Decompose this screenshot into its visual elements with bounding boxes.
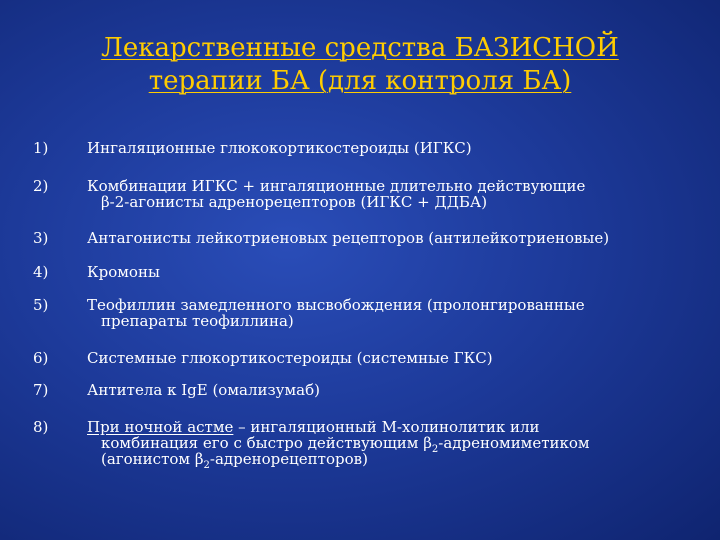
slide-title-line-1: Лекарственные средства БАЗИСНОЙ [101,33,619,63]
subscript: 2 [431,444,439,455]
item-number: 4) [33,263,49,281]
item-number: 1) [33,139,49,157]
item-text [87,418,687,471]
item-text [87,230,687,246]
item-line [87,419,687,435]
item-text [87,297,687,329]
item-text [87,264,687,280]
item-line: Системные глюкортикостероиды (системные ГКС) [87,349,493,367]
item-line: Ингаляционные глюкокортикостероиды (ИГКС) [87,139,472,157]
item-number: 5) [33,296,49,314]
item-line-part: комбинация его с быстро действующим β [101,434,432,452]
item-line-rest: – ингаляционный М-холинолитик или [233,418,540,436]
item-text [87,382,687,398]
item-line-part: -адренорецепторов) [209,450,368,468]
item-number: 6) [33,349,49,367]
subscript: 2 [203,460,210,471]
item-line-part: -адреномиметиком [438,434,590,452]
item-line: Теофиллин замедленного высвобождения (пролонгированные [87,296,585,314]
item-number: 3) [33,229,49,247]
item-text [87,140,687,156]
item-number: 7) [33,381,49,399]
item-line: Антагонисты лейкотриеновых рецепторов (антилейкотриеновые) [87,229,610,247]
item-line [87,450,687,471]
item-line: Антитела к IgE (омализумаб) [87,381,320,399]
item-line [87,434,687,455]
slide-title [60,32,660,98]
slide-title-line-2: терапии БА (для контроля БА) [148,66,572,96]
item-line: Кромоны [87,263,160,281]
item-number: 2) [33,177,49,195]
item-text [87,178,687,210]
item-line: Комбинации ИГКС + ингаляционные длительно действующие [87,177,586,195]
item-number: 8) [33,418,49,436]
item-text [87,350,687,366]
item-line: препараты теофиллина) [101,312,294,330]
item-line: β-2-агонисты адренорецепторов (ИГКС + ДДБА) [101,193,488,211]
night-asthma-label: При ночной астме [87,418,234,436]
item-line-part: (агонистом β [101,450,204,468]
